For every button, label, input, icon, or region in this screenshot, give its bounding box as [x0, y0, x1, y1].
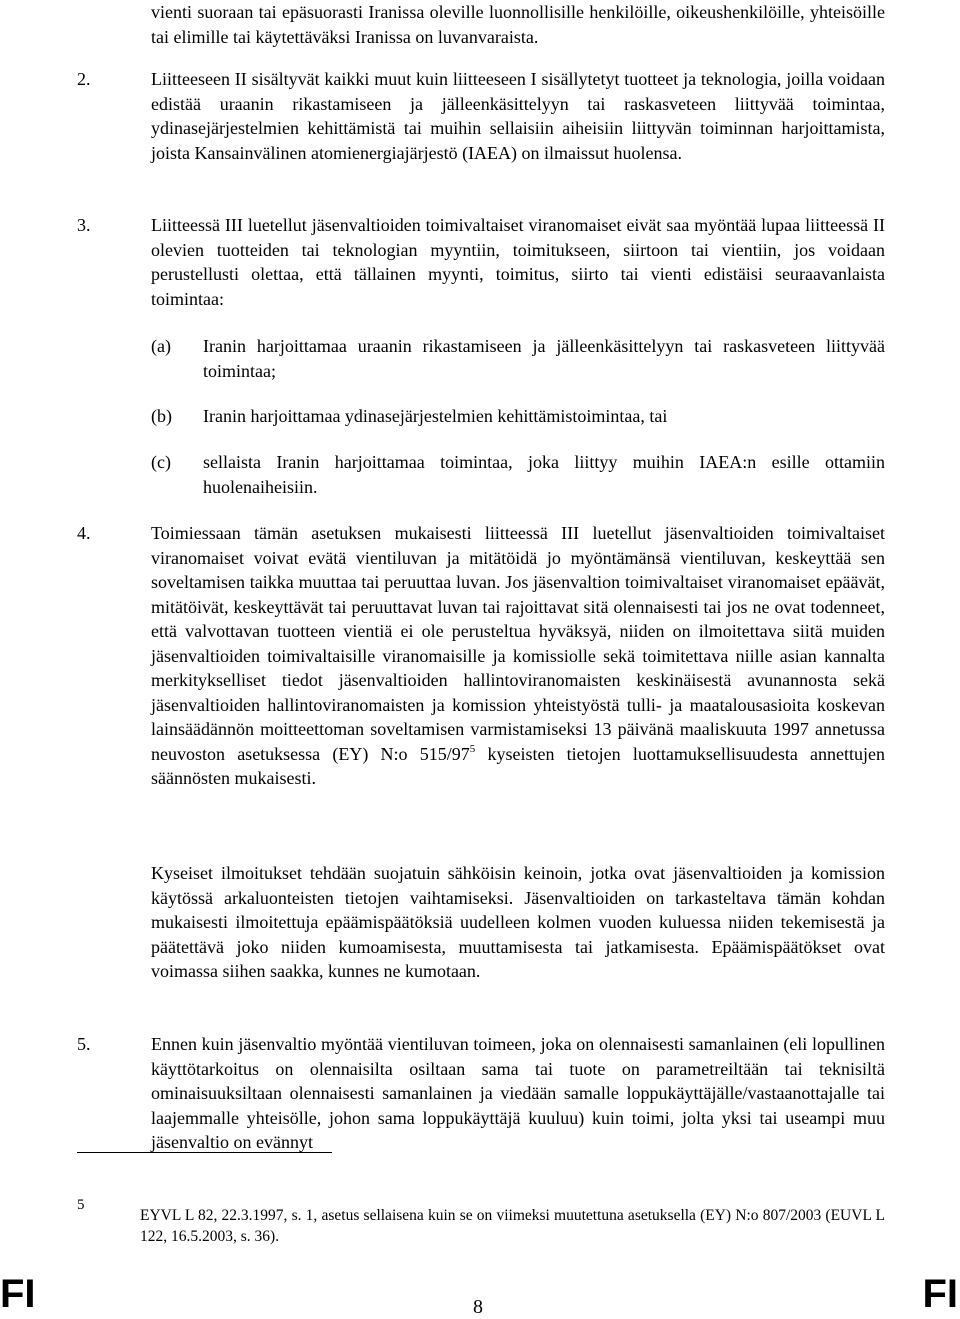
item-2-number: 2. — [77, 69, 91, 89]
item-4-text-main: Toimiessaan tämän asetuksen mukaisesti liitteessä III luetellut jäsenvaltioiden toimivaltaiset viranomaiset voivat evätä vientiluvan ja mitätöidä jo myöntämänsä vientiluvan, keskeyttää sen soveltamisen taikka muuttaa tai peruuttaa luvan. Jos jäsenvaltion toimivaltaiset viranomaiset epäävät, mitätöivät, keskeyttävät tai peruuttavat luvan tai rajoittavat sitä olennaisesti tai jos ne ovat todenneet, että valvottavan tuotteen vientiä ei ole perusteltua hyväksyä, niiden on ilmoitettava siitä muiden jäsenvaltioiden toimivaltaisille viranomaisille ja komissiolle sekä toimitettava niille asian kannalta merkitykselliset tiedot jäsenvaltioiden hallintoviranomaisten keskinäisestä avunannosta sekä jäsenvaltioiden hallintoviranomaisten ja komission yhteistyöstä tulli- ja maatalousasioita koskevan lainsäädännön moitteettoman soveltamisen varmistamiseksi 13 päivänä maaliskuuta 1997 annetussa neuvoston asetuksessa (EY) N:o 515/97 — [151, 523, 885, 764]
language-code-right: FI — [922, 1272, 958, 1316]
subitem-c-label: (c) — [151, 452, 171, 472]
language-code-left: FI — [0, 1272, 36, 1316]
item-3-text: Liitteessä III luetellut jäsenvaltioiden toimivaltaiset viranomaiset eivät saa myöntää lupaa liitteessä II olevien tuotteiden tai teknologian myyntiin, toimitukseen, siirtoon tai vientiin, jos voidaan perustellusti olettaa, että tällainen myynti, toimitus, siirto tai vienti edistäisi seuraavanlaista toimintaa: — [151, 215, 885, 309]
subitem-a-text: Iranin harjoittamaa uraanin rikastamiseen ja jälleenkäsittelyyn tai raskasveteen liittyvää toimintaa; — [203, 336, 885, 381]
item-5-number: 5. — [77, 1034, 91, 1054]
item-4-text-end: kyseisten tietojen luottamuksellisuudesta annettujen säännösten mukaisesti. — [151, 743, 885, 788]
subitem-a-label: (a) — [151, 336, 171, 356]
footnote-text: EYVL L 82, 22.3.1997, s. 1, asetus sellaisena kuin se on viimeksi muutettuna asetuksella (EY) N:o 807/2003 (EUVL L 122, 16.5.2003, s. 36). — [140, 1207, 885, 1245]
subitem-b-label: (b) — [151, 406, 172, 426]
item-5-text: Ennen kuin jäsenvaltio myöntää vientiluvan toimeen, joka on olennaisesti samanlainen (eli lopullinen käyttötarkoitus on olennaisilta osiltaan sama tai tuote on parametreiltään tai teknisiltä ominaisuuksiltaan olennaisesti samanlainen ja viedään samalle loppukäyttäjälle/vastaanottajalle tai laajemmalle yhteisölle, johon sama loppukäyttäjä kuuluu) kuin toimi, jolta yksi tai useampi muu jäsenvaltio on evännyt — [151, 1034, 885, 1152]
item-4-text — [151, 521, 885, 791]
subitem-b-text: Iranin harjoittamaa ydinasejärjestelmien kehittämistoimintaa, tai — [203, 406, 668, 426]
item-3-number: 3. — [77, 215, 91, 235]
item-4-number: 4. — [77, 523, 91, 543]
subitem-c-text: sellaista Iranin harjoittamaa toimintaa, joka liittyy muihin IAEA:n esille ottamiin huolenaiheisiin. — [203, 452, 885, 497]
footnote-number: 5 — [77, 1197, 85, 1213]
footnote-reference[interactable]: 5 — [469, 742, 476, 755]
page-number: 8 — [473, 1296, 483, 1318]
item-4-paragraph-2: Kyseiset ilmoitukset tehdään suojatuin sähköisin keinoin, jotka ovat jäsenvaltioiden ja komission käytössä arkaluonteisten tietojen vaihtamiseksi. Jäsenvaltioiden on tarkasteltava tämän kohdan mukaisesti ilmoitettuja epäämispäätöksiä uudelleen kolmen vuoden kuluessa niiden tekemisestä ja päätettävä joko niiden kumoamisesta, muuttamisesta tai jatkamisesta. Epäämispäätökset ovat voimassa siihen saakka, kunnes ne kumotaan. — [151, 863, 885, 981]
intro-paragraph: vienti suoraan tai epäsuorasti Iranissa oleville luonnollisille henkilöille, oikeushenkilöille, yhteisöille tai elimille tai käytettäväksi Iranissa on luvanvaraista. — [151, 2, 885, 47]
footnote-separator — [77, 1152, 332, 1153]
item-2-text: Liitteeseen II sisältyvät kaikki muut kuin liitteeseen I sisällytetyt tuotteet ja teknologia, joilla voidaan edistää uraanin rikastamiseen ja jälleenkäsittelyyn tai raskasveteen liittyvää toimintaa, ydinasejärjestelmien kehittämistä tai muihin sellaisiin aiheisiin liittyvän toiminnan harjoittamista, joista Kansainvälinen atomienergiajärjestö (IAEA) on ilmaissut huolensa. — [151, 69, 885, 163]
